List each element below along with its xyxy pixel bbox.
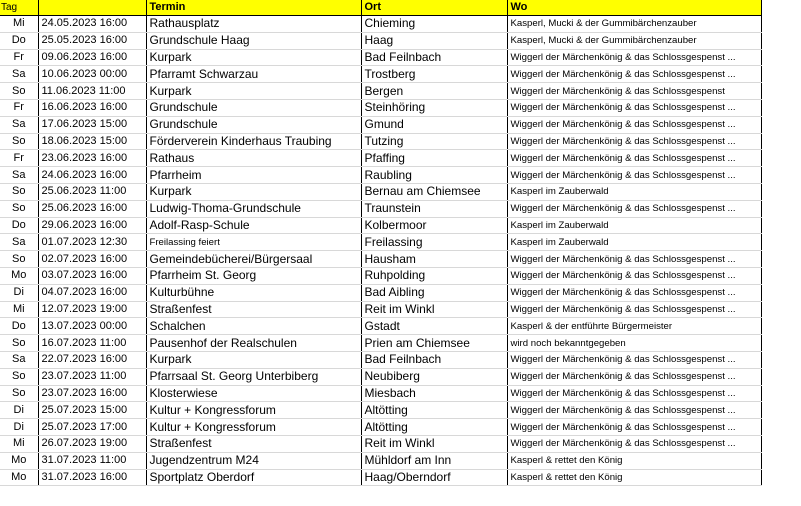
date-cell[interactable]: 09.06.2023 16:00 [38, 49, 146, 66]
wo-cell[interactable]: Wiggerl der Märchenkönig & das Schlossgespenst [507, 83, 761, 100]
wo-cell[interactable]: Wiggerl der Märchenkönig & das Schlossgespenst ... [507, 435, 761, 452]
date-cell[interactable]: 25.06.2023 11:00 [38, 183, 146, 200]
tag-cell[interactable]: Fr [0, 150, 38, 167]
table-row [0, 116, 761, 133]
header-wo[interactable]: Wo [507, 0, 761, 16]
termin-cell[interactable]: Kultur + Kongressforum [146, 402, 361, 419]
termin-cell[interactable]: Kurpark [146, 83, 361, 100]
tag-cell[interactable]: So [0, 251, 38, 268]
table-row [0, 32, 761, 49]
wo-cell[interactable]: Wiggerl der Märchenkönig & das Schlossgespenst ... [507, 133, 761, 150]
table-row [0, 66, 761, 83]
table-body [0, 16, 761, 486]
table-row [0, 200, 761, 217]
termin-cell[interactable]: Straßenfest [146, 301, 361, 318]
ort-cell[interactable]: Altötting [361, 402, 507, 419]
termin-cell[interactable]: Pfarrheim St. Georg [146, 267, 361, 284]
date-cell[interactable]: 23.07.2023 11:00 [38, 368, 146, 385]
wo-cell[interactable]: Kasperl & rettet den König [507, 469, 761, 486]
ort-cell[interactable]: Gstadt [361, 318, 507, 335]
date-cell[interactable]: 12.07.2023 19:00 [38, 301, 146, 318]
ort-cell[interactable]: Pfaffing [361, 150, 507, 167]
table-row [0, 234, 761, 251]
tag-cell[interactable]: Mo [0, 452, 38, 469]
date-cell[interactable]: 29.06.2023 16:00 [38, 217, 146, 234]
tag-cell[interactable]: Sa [0, 351, 38, 368]
ort-cell[interactable]: Trostberg [361, 66, 507, 83]
ort-cell[interactable]: Raubling [361, 167, 507, 184]
date-cell[interactable]: 04.07.2023 16:00 [38, 284, 146, 301]
wo-cell[interactable]: Wiggerl der Märchenkönig & das Schlossgespenst ... [507, 419, 761, 436]
tag-cell[interactable]: Do [0, 217, 38, 234]
termin-cell[interactable]: Rathaus [146, 150, 361, 167]
termin-cell[interactable]: Pfarramt Schwarzau [146, 66, 361, 83]
wo-cell[interactable]: Wiggerl der Märchenkönig & das Schlossgespenst ... [507, 116, 761, 133]
tag-cell[interactable]: Di [0, 419, 38, 436]
date-cell[interactable]: 31.07.2023 11:00 [38, 452, 146, 469]
table-row [0, 419, 761, 436]
tag-cell[interactable]: Sa [0, 234, 38, 251]
table-row [0, 318, 761, 335]
ort-cell[interactable]: Kolbermoor [361, 217, 507, 234]
wo-cell[interactable]: Wiggerl der Märchenkönig & das Schlossgespenst ... [507, 267, 761, 284]
termin-cell[interactable]: Pausenhof der Realschulen [146, 335, 361, 352]
wo-cell[interactable]: Kasperl, Mucki & der Gummibärchenzauber [507, 16, 761, 33]
ort-cell[interactable]: Ruhpolding [361, 267, 507, 284]
date-cell[interactable]: 01.07.2023 12:30 [38, 234, 146, 251]
ort-cell[interactable]: Chieming [361, 16, 507, 33]
wo-cell[interactable]: Kasperl & rettet den König [507, 452, 761, 469]
date-cell[interactable]: 24.06.2023 16:00 [38, 167, 146, 184]
tag-cell[interactable]: So [0, 385, 38, 402]
wo-cell[interactable]: Wiggerl der Märchenkönig & das Schlossgespenst ... [507, 49, 761, 66]
wo-cell[interactable]: Kasperl im Zauberwald [507, 183, 761, 200]
table-row [0, 133, 761, 150]
date-cell[interactable]: 25.06.2023 16:00 [38, 200, 146, 217]
date-cell[interactable]: 25.07.2023 15:00 [38, 402, 146, 419]
ort-cell[interactable]: Traunstein [361, 200, 507, 217]
termin-cell[interactable]: Straßenfest [146, 435, 361, 452]
tag-cell[interactable]: Sa [0, 116, 38, 133]
termin-cell[interactable]: Gemeindebücherei/Bürgersaal [146, 251, 361, 268]
termin-cell[interactable]: Grundschule [146, 116, 361, 133]
wo-cell[interactable]: Wiggerl der Märchenkönig & das Schlossgespenst ... [507, 402, 761, 419]
date-cell[interactable]: 26.07.2023 19:00 [38, 435, 146, 452]
table-row [0, 385, 761, 402]
header-termin[interactable]: Termin [146, 0, 361, 16]
tag-cell[interactable]: Fr [0, 99, 38, 116]
table-row [0, 469, 761, 486]
tag-cell[interactable]: So [0, 200, 38, 217]
wo-cell[interactable]: wird noch bekanntgegeben [507, 335, 761, 352]
date-cell[interactable]: 16.06.2023 16:00 [38, 99, 146, 116]
date-cell[interactable]: 18.06.2023 15:00 [38, 133, 146, 150]
table-row [0, 16, 761, 33]
ort-cell[interactable]: Bad Aibling [361, 284, 507, 301]
wo-cell[interactable]: Wiggerl der Märchenkönig & das Schlossgespenst ... [507, 284, 761, 301]
date-cell[interactable]: 23.06.2023 16:00 [38, 150, 146, 167]
termin-cell[interactable]: Freilassing feiert [146, 234, 361, 251]
ort-cell[interactable]: Miesbach [361, 385, 507, 402]
ort-cell[interactable]: Freilassing [361, 234, 507, 251]
ort-cell[interactable]: Neubiberg [361, 368, 507, 385]
header-tag[interactable]: Tag [0, 0, 38, 16]
ort-cell[interactable]: Hausham [361, 251, 507, 268]
wo-cell[interactable]: Wiggerl der Märchenkönig & das Schlossgespenst ... [507, 99, 761, 116]
ort-cell[interactable]: Steinhöring [361, 99, 507, 116]
tag-cell[interactable]: Sa [0, 167, 38, 184]
termin-cell[interactable]: Kultur + Kongressforum [146, 419, 361, 436]
wo-cell[interactable]: Wiggerl der Märchenkönig & das Schlossgespenst ... [507, 301, 761, 318]
wo-cell[interactable]: Kasperl, Mucki & der Gummibärchenzauber [507, 32, 761, 49]
header-row [0, 0, 761, 16]
tag-cell[interactable]: Mi [0, 301, 38, 318]
wo-cell[interactable]: Wiggerl der Märchenkönig & das Schlossgespenst ... [507, 385, 761, 402]
date-cell[interactable]: 31.07.2023 16:00 [38, 469, 146, 486]
table-row [0, 267, 761, 284]
tag-cell[interactable]: Sa [0, 66, 38, 83]
date-cell[interactable]: 24.05.2023 16:00 [38, 16, 146, 33]
date-cell[interactable]: 11.06.2023 11:00 [38, 83, 146, 100]
table-row [0, 284, 761, 301]
wo-cell[interactable]: Kasperl im Zauberwald [507, 217, 761, 234]
tag-cell[interactable]: Fr [0, 49, 38, 66]
wo-cell[interactable]: Wiggerl der Märchenkönig & das Schlossgespenst ... [507, 251, 761, 268]
ort-cell[interactable]: Bergen [361, 83, 507, 100]
tag-cell[interactable]: Mi [0, 16, 38, 33]
wo-cell[interactable]: Wiggerl der Märchenkönig & das Schlossgespenst ... [507, 200, 761, 217]
table-row [0, 402, 761, 419]
tag-cell[interactable]: So [0, 335, 38, 352]
termin-cell[interactable]: Schalchen [146, 318, 361, 335]
table-row [0, 83, 761, 100]
tag-cell[interactable]: So [0, 133, 38, 150]
tag-cell[interactable]: Mi [0, 435, 38, 452]
date-cell[interactable]: 13.07.2023 00:00 [38, 318, 146, 335]
table-row [0, 368, 761, 385]
date-cell[interactable]: 22.07.2023 16:00 [38, 351, 146, 368]
ort-cell[interactable]: Gmund [361, 116, 507, 133]
termin-cell[interactable]: Pfarrheim [146, 167, 361, 184]
wo-cell[interactable]: Kasperl im Zauberwald [507, 234, 761, 251]
ort-cell[interactable]: Tutzing [361, 133, 507, 150]
termin-cell[interactable]: Grundschule [146, 99, 361, 116]
date-cell[interactable]: 03.07.2023 16:00 [38, 267, 146, 284]
date-cell[interactable]: 25.05.2023 16:00 [38, 32, 146, 49]
date-cell[interactable]: 02.07.2023 16:00 [38, 251, 146, 268]
date-cell[interactable]: 23.07.2023 16:00 [38, 385, 146, 402]
ort-cell[interactable]: Reit im Winkl [361, 301, 507, 318]
ort-cell[interactable]: Bernau am Chiemsee [361, 183, 507, 200]
termin-cell[interactable]: Kurpark [146, 351, 361, 368]
wo-cell[interactable]: Wiggerl der Märchenkönig & das Schlossgespenst ... [507, 368, 761, 385]
ort-cell[interactable]: Prien am Chiemsee [361, 335, 507, 352]
ort-cell[interactable]: Bad Feilnbach [361, 49, 507, 66]
termin-cell[interactable]: Förderverein Kinderhaus Traubing [146, 133, 361, 150]
header-date[interactable] [38, 0, 146, 16]
table-row [0, 49, 761, 66]
termin-cell[interactable]: Kurpark [146, 183, 361, 200]
termin-cell[interactable]: Sportplatz Oberdorf [146, 469, 361, 486]
ort-cell[interactable]: Bad Feilnbach [361, 351, 507, 368]
table-row [0, 351, 761, 368]
date-cell[interactable]: 17.06.2023 15:00 [38, 116, 146, 133]
date-cell[interactable]: 16.07.2023 11:00 [38, 335, 146, 352]
termin-cell[interactable]: Pfarrsaal St. Georg Unterbiberg [146, 368, 361, 385]
ort-cell[interactable]: Haag [361, 32, 507, 49]
termin-cell[interactable]: Rathausplatz [146, 16, 361, 33]
table-row [0, 301, 761, 318]
ort-cell[interactable]: Reit im Winkl [361, 435, 507, 452]
termin-cell[interactable]: Jugendzentrum M24 [146, 452, 361, 469]
tag-cell[interactable]: Mo [0, 267, 38, 284]
ort-cell[interactable]: Altötting [361, 419, 507, 436]
termin-cell[interactable]: Klosterwiese [146, 385, 361, 402]
termin-cell[interactable]: Adolf-Rasp-Schule [146, 217, 361, 234]
table-row [0, 99, 761, 116]
header-ort[interactable]: Ort [361, 0, 507, 16]
table-row [0, 167, 761, 184]
tag-cell[interactable]: So [0, 183, 38, 200]
wo-cell[interactable]: Wiggerl der Märchenkönig & das Schlossgespenst ... [507, 150, 761, 167]
table-row [0, 251, 761, 268]
termin-cell[interactable]: Kulturbühne [146, 284, 361, 301]
tag-cell[interactable]: Do [0, 318, 38, 335]
table-row [0, 335, 761, 352]
wo-cell[interactable]: Wiggerl der Märchenkönig & das Schlossgespenst ... [507, 66, 761, 83]
table-row [0, 217, 761, 234]
ort-cell[interactable]: Mühldorf am Inn [361, 452, 507, 469]
wo-cell[interactable]: Wiggerl der Märchenkönig & das Schlossgespenst ... [507, 167, 761, 184]
tag-cell[interactable]: So [0, 83, 38, 100]
tag-cell[interactable]: Di [0, 402, 38, 419]
tag-cell[interactable]: Mo [0, 469, 38, 486]
wo-cell[interactable]: Kasperl & der entführte Bürgermeister [507, 318, 761, 335]
ort-cell[interactable]: Haag/Oberndorf [361, 469, 507, 486]
table-row [0, 452, 761, 469]
termin-cell[interactable]: Kurpark [146, 49, 361, 66]
table-row [0, 183, 761, 200]
date-cell[interactable]: 10.06.2023 00:00 [38, 66, 146, 83]
tag-cell[interactable]: So [0, 368, 38, 385]
date-cell[interactable]: 25.07.2023 17:00 [38, 419, 146, 436]
wo-cell[interactable]: Wiggerl der Märchenkönig & das Schlossgespenst ... [507, 351, 761, 368]
tag-cell[interactable]: Do [0, 32, 38, 49]
tag-cell[interactable]: Di [0, 284, 38, 301]
table-row [0, 435, 761, 452]
table-row [0, 150, 761, 167]
termin-cell[interactable]: Ludwig-Thoma-Grundschule [146, 200, 361, 217]
termin-cell[interactable]: Grundschule Haag [146, 32, 361, 49]
